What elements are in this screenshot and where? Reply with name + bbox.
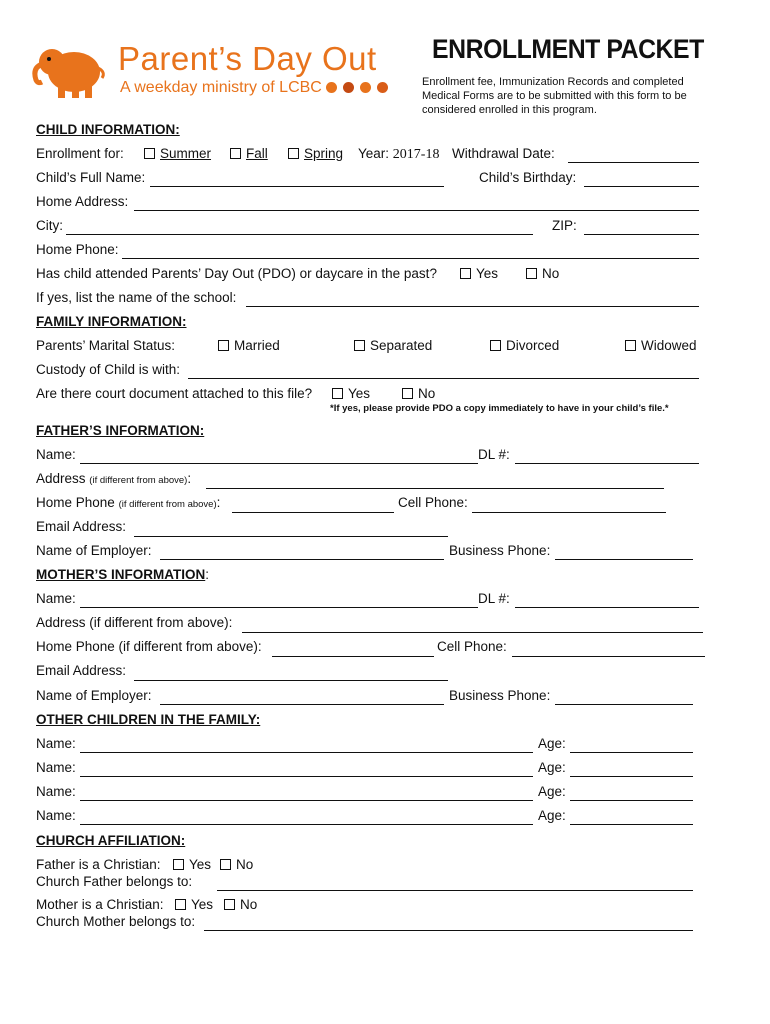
father-christian-yes-checkbox[interactable]: Yes bbox=[173, 856, 211, 874]
dot-3 bbox=[360, 82, 371, 93]
mother-business-field[interactable] bbox=[555, 692, 693, 705]
family-information-heading: FAMILY INFORMATION: bbox=[36, 314, 187, 329]
mother-church-field[interactable] bbox=[204, 918, 693, 931]
child-full-name-label: Child’s Full Name: bbox=[36, 170, 146, 185]
dot-2 bbox=[343, 82, 354, 93]
father-dl-field[interactable] bbox=[515, 451, 699, 464]
elephant-icon bbox=[30, 38, 112, 104]
father-cell-label: Cell Phone: bbox=[398, 495, 468, 510]
father-church-label: Church Father belongs to: bbox=[36, 874, 193, 889]
home-address-field[interactable] bbox=[134, 198, 699, 211]
other-child-name-label: Name: bbox=[36, 784, 76, 799]
other-child-name-label: Name: bbox=[36, 808, 76, 823]
other-child-name-label: Name: bbox=[36, 760, 76, 775]
logo-subtitle: A weekday ministry of LCBC bbox=[120, 79, 322, 96]
packet-note: Enrollment fee, Immunization Records and completed Medical Forms are to be submitted with this form to be considered enrolled in this program. bbox=[422, 76, 687, 116]
mother-home-phone-label: Home Phone (if different from above): bbox=[36, 639, 262, 654]
year-field: Year: 2017-18 bbox=[358, 146, 440, 162]
child-birthday-label: Child’s Birthday: bbox=[479, 170, 577, 185]
school-field[interactable] bbox=[246, 294, 699, 307]
child-full-name-field[interactable] bbox=[150, 174, 444, 187]
father-dl-label: DL #: bbox=[478, 447, 510, 462]
mother-name-label: Name: bbox=[36, 591, 76, 606]
father-address-field[interactable] bbox=[206, 476, 664, 489]
other-child-age-field[interactable] bbox=[570, 764, 693, 777]
court-no-checkbox[interactable]: No bbox=[402, 385, 435, 403]
father-business-label: Business Phone: bbox=[449, 543, 551, 558]
father-home-phone-field[interactable] bbox=[232, 500, 394, 513]
mother-email-label: Email Address: bbox=[36, 663, 127, 678]
mother-employer-field[interactable] bbox=[160, 692, 444, 705]
attended-no-checkbox[interactable]: No bbox=[526, 265, 559, 283]
city-field[interactable] bbox=[66, 222, 533, 235]
other-child-age-field[interactable] bbox=[570, 812, 693, 825]
father-cell-field[interactable] bbox=[472, 500, 666, 513]
child-birthday-field[interactable] bbox=[584, 174, 699, 187]
withdrawal-date-field[interactable] bbox=[568, 150, 699, 163]
mother-christian-label: Mother is a Christian: bbox=[36, 897, 164, 912]
enrollment-row bbox=[36, 145, 124, 163]
mother-home-phone-field[interactable] bbox=[272, 644, 434, 657]
custody-field[interactable] bbox=[188, 366, 699, 379]
father-employer-field[interactable] bbox=[160, 547, 444, 560]
father-church-field[interactable] bbox=[217, 878, 693, 891]
mother-information-heading: MOTHER’S INFORMATION: bbox=[36, 567, 210, 582]
fall-checkbox[interactable]: Fall bbox=[230, 145, 268, 163]
other-child-name-field[interactable] bbox=[80, 740, 533, 753]
dot-1 bbox=[326, 82, 337, 93]
father-home-phone-label: Home Phone (if different from above): bbox=[36, 495, 221, 510]
logo bbox=[30, 38, 410, 108]
withdrawal-label: Withdrawal Date: bbox=[452, 146, 555, 161]
widowed-checkbox[interactable]: Widowed bbox=[625, 337, 697, 355]
other-child-age-label: Age: bbox=[538, 808, 566, 823]
city-label: City: bbox=[36, 218, 63, 233]
father-name-field[interactable] bbox=[80, 451, 478, 464]
other-child-name-field[interactable] bbox=[80, 812, 533, 825]
father-address-label: Address (if different from above): bbox=[36, 471, 192, 486]
mother-cell-field[interactable] bbox=[512, 644, 705, 657]
other-child-age-label: Age: bbox=[538, 736, 566, 751]
mother-address-field[interactable] bbox=[242, 620, 703, 633]
mother-address-label: Address (if different from above): bbox=[36, 615, 233, 630]
mother-church-label: Church Mother belongs to: bbox=[36, 914, 196, 929]
custody-label: Custody of Child is with: bbox=[36, 362, 181, 377]
father-name-label: Name: bbox=[36, 447, 76, 462]
dot-4 bbox=[377, 82, 388, 93]
marital-status-label: Parents’ Marital Status: bbox=[36, 338, 176, 353]
attended-yes-checkbox[interactable]: Yes bbox=[460, 265, 498, 283]
other-children-heading: OTHER CHILDREN IN THE FAMILY: bbox=[36, 712, 261, 727]
mother-email-field[interactable] bbox=[134, 668, 448, 681]
mother-dl-label: DL #: bbox=[478, 591, 510, 606]
packet-title: ENROLLMENT PACKET bbox=[432, 34, 704, 64]
other-child-name-field[interactable] bbox=[80, 764, 533, 777]
summer-checkbox[interactable]: Summer bbox=[144, 145, 211, 163]
attended-question: Has child attended Parents’ Day Out (PDO) or daycare in the past? bbox=[36, 266, 437, 281]
mother-business-label: Business Phone: bbox=[449, 688, 551, 703]
other-child-age-field[interactable] bbox=[570, 740, 693, 753]
other-child-age-label: Age: bbox=[538, 784, 566, 799]
zip-label: ZIP: bbox=[552, 218, 577, 233]
divorced-checkbox[interactable]: Divorced bbox=[490, 337, 559, 355]
separated-checkbox[interactable]: Separated bbox=[354, 337, 432, 355]
mother-cell-label: Cell Phone: bbox=[437, 639, 507, 654]
enrollment-for-label: Enrollment for: bbox=[36, 146, 124, 161]
father-christian-label: Father is a Christian: bbox=[36, 857, 161, 872]
spring-checkbox[interactable]: Spring bbox=[288, 145, 343, 163]
father-email-label: Email Address: bbox=[36, 519, 127, 534]
church-affiliation-heading: CHURCH AFFILIATION: bbox=[36, 833, 186, 848]
child-information-heading: CHILD INFORMATION: bbox=[36, 122, 180, 137]
father-employer-label: Name of Employer: bbox=[36, 543, 152, 558]
home-phone-field[interactable] bbox=[122, 246, 699, 259]
court-note: *If yes, please provide PDO a copy immediately to have in your child’s file.* bbox=[330, 403, 669, 414]
other-child-age-field[interactable] bbox=[570, 788, 693, 801]
zip-field[interactable] bbox=[584, 222, 699, 235]
school-label: If yes, list the name of the school: bbox=[36, 290, 237, 305]
mother-christian-no-checkbox[interactable]: No bbox=[224, 896, 257, 914]
court-question: Are there court document attached to this file? bbox=[36, 386, 313, 401]
father-business-field[interactable] bbox=[555, 547, 693, 560]
mother-christian-yes-checkbox[interactable]: Yes bbox=[175, 896, 213, 914]
father-information-heading: FATHER’S INFORMATION: bbox=[36, 423, 205, 438]
year-value[interactable]: 2017-18 bbox=[392, 147, 440, 162]
mother-employer-label: Name of Employer: bbox=[36, 688, 152, 703]
other-child-name-field[interactable] bbox=[80, 788, 533, 801]
mother-name-field[interactable] bbox=[80, 595, 478, 608]
father-email-field[interactable] bbox=[134, 524, 448, 537]
home-address-label: Home Address: bbox=[36, 194, 129, 209]
other-child-age-label: Age: bbox=[538, 760, 566, 775]
father-christian-no-checkbox[interactable]: No bbox=[220, 856, 253, 874]
home-phone-label: Home Phone: bbox=[36, 242, 119, 257]
mother-dl-field[interactable] bbox=[515, 595, 699, 608]
married-checkbox[interactable]: Married bbox=[218, 337, 280, 355]
other-child-name-label: Name: bbox=[36, 736, 76, 751]
court-yes-checkbox[interactable]: Yes bbox=[332, 385, 370, 403]
logo-title: Parent’s Day Out bbox=[118, 40, 377, 77]
